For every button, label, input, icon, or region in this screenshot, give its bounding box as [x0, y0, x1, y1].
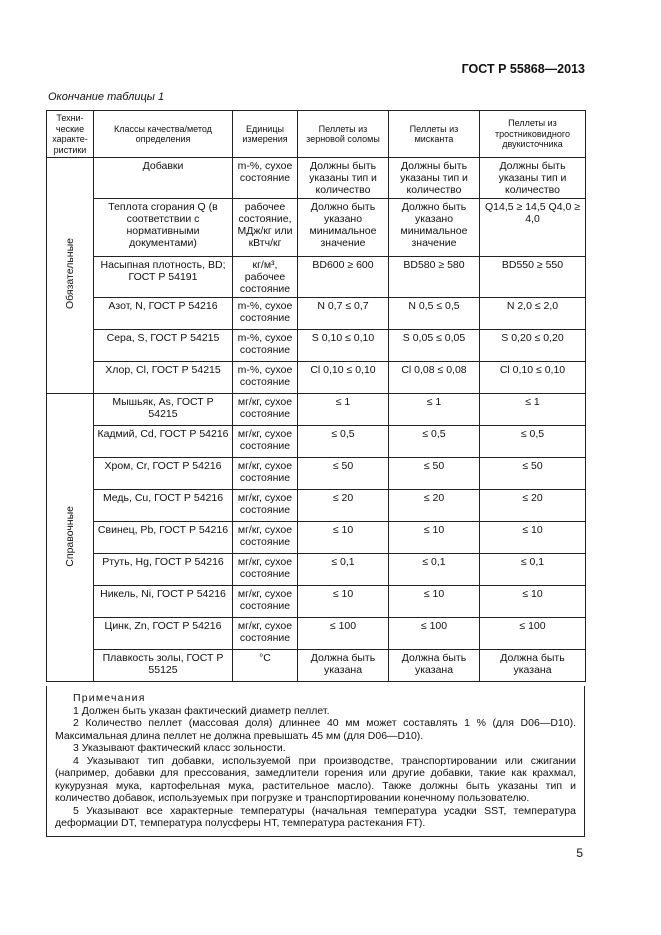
cell-reed: Cl 0,10 ≤ 0,10 [480, 362, 586, 394]
col-header-class: Классы качества/метод определения [94, 111, 233, 158]
table-row [47, 362, 586, 394]
cell-characteristic: Медь, Cu, ГОСТ Р 54216 [94, 490, 233, 522]
cell-straw: ≤ 1 [298, 394, 389, 426]
table-row [47, 158, 586, 199]
cell-straw: BD600 ≥ 600 [298, 257, 389, 298]
cell-reed: ≤ 1 [480, 394, 586, 426]
table-row [47, 426, 586, 458]
cell-straw: ≤ 0,5 [298, 426, 389, 458]
cell-characteristic: Никель, Ni, ГОСТ Р 54216 [94, 586, 233, 618]
cell-unit: мг/кг, сухое состояние [233, 618, 298, 650]
table-row [47, 394, 586, 426]
cell-characteristic: Азот, N, ГОСТ Р 54216 [94, 298, 233, 330]
cell-reed: ≤ 10 [480, 522, 586, 554]
table-row [47, 330, 586, 362]
cell-reed: ≤ 0,5 [480, 426, 586, 458]
cell-straw: ≤ 20 [298, 490, 389, 522]
col-header-units: Единицы измерения [233, 111, 298, 158]
note-item: 4 Указывают тип добавки, используемой при производстве, транспортировании или сжигании (например, добавки для прессования, замедлители горения или другие добавки, такие как крахмал, кукурузная мука, картофельная мука, растительное масло). Также должны быть указаны тип и количество добавок, используемых при погрузке и транспортировании конечному пользователю. [55, 754, 576, 804]
table-row [47, 490, 586, 522]
cell-miscanthus: Должно быть указано минимальное значение [389, 199, 480, 257]
cell-straw: ≤ 100 [298, 618, 389, 650]
table-row [47, 586, 586, 618]
col-header-straw: Пеллеты из зерновой соломы [298, 111, 389, 158]
cell-unit: m-%, сухое состояние [233, 330, 298, 362]
document-code: ГОСТ Р 55868—2013 [461, 62, 585, 76]
cell-straw: S 0,10 ≤ 0,10 [298, 330, 389, 362]
cell-reed: Q14,5 ≥ 14,5 Q4,0 ≥ 4,0 [480, 199, 586, 257]
cell-characteristic: Теплота сгорания Q (в соответствии с нормативными документами) [94, 199, 233, 257]
cell-characteristic: Плавкость золы, ГОСТ Р 55125 [94, 650, 233, 682]
cell-reed: BD550 ≥ 550 [480, 257, 586, 298]
notes-title: Примечания [73, 692, 146, 704]
cell-miscanthus: ≤ 10 [389, 586, 480, 618]
cell-miscanthus: ≤ 50 [389, 458, 480, 490]
cell-characteristic: Добавки [94, 158, 233, 199]
table-row [47, 298, 586, 330]
cell-straw: ≤ 10 [298, 586, 389, 618]
cell-unit: m-%, сухое состояние [233, 158, 298, 199]
note-item: 2 Количество пеллет (массовая доля) длиннее 40 мм может составлять 1 % (для D06—D10). Максимальная длина пеллет не должна превышать 45 мм (для D06—D10). [55, 717, 576, 742]
reference-group [47, 394, 586, 682]
cell-miscanthus: BD580 ≥ 580 [389, 257, 480, 298]
cell-unit: кг/м³, рабочее состояние [233, 257, 298, 298]
mandatory-group [47, 158, 586, 394]
cell-reed: ≤ 100 [480, 618, 586, 650]
cell-miscanthus: ≤ 20 [389, 490, 480, 522]
table-row [47, 554, 586, 586]
cell-straw: ≤ 10 [298, 522, 389, 554]
table-row [47, 618, 586, 650]
cell-characteristic: Сера, S, ГОСТ Р 54215 [94, 330, 233, 362]
cell-miscanthus: ≤ 0,5 [389, 426, 480, 458]
cell-reed: S 0,20 ≤ 0,20 [480, 330, 586, 362]
cell-unit: m-%, сухое состояние [233, 362, 298, 394]
cell-unit: мг/кг, сухое состояние [233, 394, 298, 426]
cell-straw: ≤ 0,1 [298, 554, 389, 586]
cell-characteristic: Кадмий, Cd, ГОСТ Р 54216 [94, 426, 233, 458]
cell-unit: °С [233, 650, 298, 682]
cell-unit: мг/кг, сухое состояние [233, 586, 298, 618]
cell-miscanthus: ≤ 1 [389, 394, 480, 426]
group-label-text: Обязательные [64, 238, 76, 310]
cell-characteristic: Хром, Cr, ГОСТ Р 54216 [94, 458, 233, 490]
cell-miscanthus: S 0,05 ≤ 0,05 [389, 330, 480, 362]
cell-characteristic: Свинец, Pb, ГОСТ Р 54216 [94, 522, 233, 554]
table-caption: Окончание таблицы 1 [48, 91, 165, 103]
cell-characteristic: Цинк, Zn, ГОСТ Р 54216 [94, 618, 233, 650]
cell-characteristic: Мышьяк, As, ГОСТ Р 54215 [94, 394, 233, 426]
group-label-text: Справочные [64, 505, 76, 567]
cell-unit: мг/кг, сухое состояние [233, 490, 298, 522]
cell-miscanthus: ≤ 10 [389, 522, 480, 554]
table-row [47, 522, 586, 554]
cell-miscanthus: N 0,5 ≤ 0,5 [389, 298, 480, 330]
cell-miscanthus: ≤ 0,1 [389, 554, 480, 586]
cell-unit: мг/кг, сухое состояние [233, 458, 298, 490]
cell-straw: ≤ 50 [298, 458, 389, 490]
cell-reed: Должна быть указана [480, 650, 586, 682]
group-label-mandatory [47, 158, 94, 394]
cell-miscanthus: ≤ 100 [389, 618, 480, 650]
cell-unit: мг/кг, сухое состояние [233, 554, 298, 586]
note-item: 3 Указывают фактический класс зольности. [73, 742, 286, 754]
cell-reed: N 2,0 ≤ 2,0 [480, 298, 586, 330]
table-row [47, 458, 586, 490]
group-label-reference [47, 394, 94, 682]
cell-miscanthus: Должна быть указана [389, 650, 480, 682]
cell-reed: ≤ 50 [480, 458, 586, 490]
cell-straw: N 0,7 ≤ 0,7 [298, 298, 389, 330]
cell-straw: Cl 0,10 ≤ 0,10 [298, 362, 389, 394]
cell-straw: Должны быть указаны тип и количество [298, 158, 389, 199]
cell-miscanthus: Cl 0,08 ≤ 0,08 [389, 362, 480, 394]
cell-reed: ≤ 10 [480, 586, 586, 618]
table-row [47, 257, 586, 298]
cell-unit: рабочее состояние, МДж/кг или кВтч/кг [233, 199, 298, 257]
table-row [47, 650, 586, 682]
table-row [47, 199, 586, 257]
cell-reed: Должны быть указаны тип и количество [480, 158, 586, 199]
cell-straw: Должно быть указано минимальное значение [298, 199, 389, 257]
table-header-row [47, 111, 586, 158]
cell-unit: мг/кг, сухое состояние [233, 522, 298, 554]
notes-block [46, 686, 585, 837]
page-number: 5 [576, 846, 583, 860]
cell-unit: m-%, сухое состояние [233, 298, 298, 330]
note-item: 5 Указывают все характерные температуры (начальная температура усадки SST, температура деформации DT, температура полусферы HT, температура растекания FT). [55, 804, 576, 829]
col-header-characteristics: Техни-ческие характе-ристики [47, 111, 94, 158]
cell-miscanthus: Должны быть указаны тип и количество [389, 158, 480, 199]
cell-characteristic: Ртуть, Hg, ГОСТ Р 54216 [94, 554, 233, 586]
characteristics-table [46, 110, 586, 682]
cell-characteristic: Насыпная плотность, BD; ГОСТ Р 54191 [94, 257, 233, 298]
cell-characteristic: Хлор, Cl, ГОСТ Р 54215 [94, 362, 233, 394]
cell-straw: Должна быть указана [298, 650, 389, 682]
col-header-miscanthus: Пеллеты из мисканта [389, 111, 480, 158]
cell-reed: ≤ 20 [480, 490, 586, 522]
cell-reed: ≤ 0,1 [480, 554, 586, 586]
note-item: 1 Должен быть указан фактический диаметр пеллет. [73, 704, 330, 717]
cell-unit: мг/кг, сухое состояние [233, 426, 298, 458]
col-header-reed: Пеллеты из тростниковидного двукисточника [480, 111, 586, 158]
